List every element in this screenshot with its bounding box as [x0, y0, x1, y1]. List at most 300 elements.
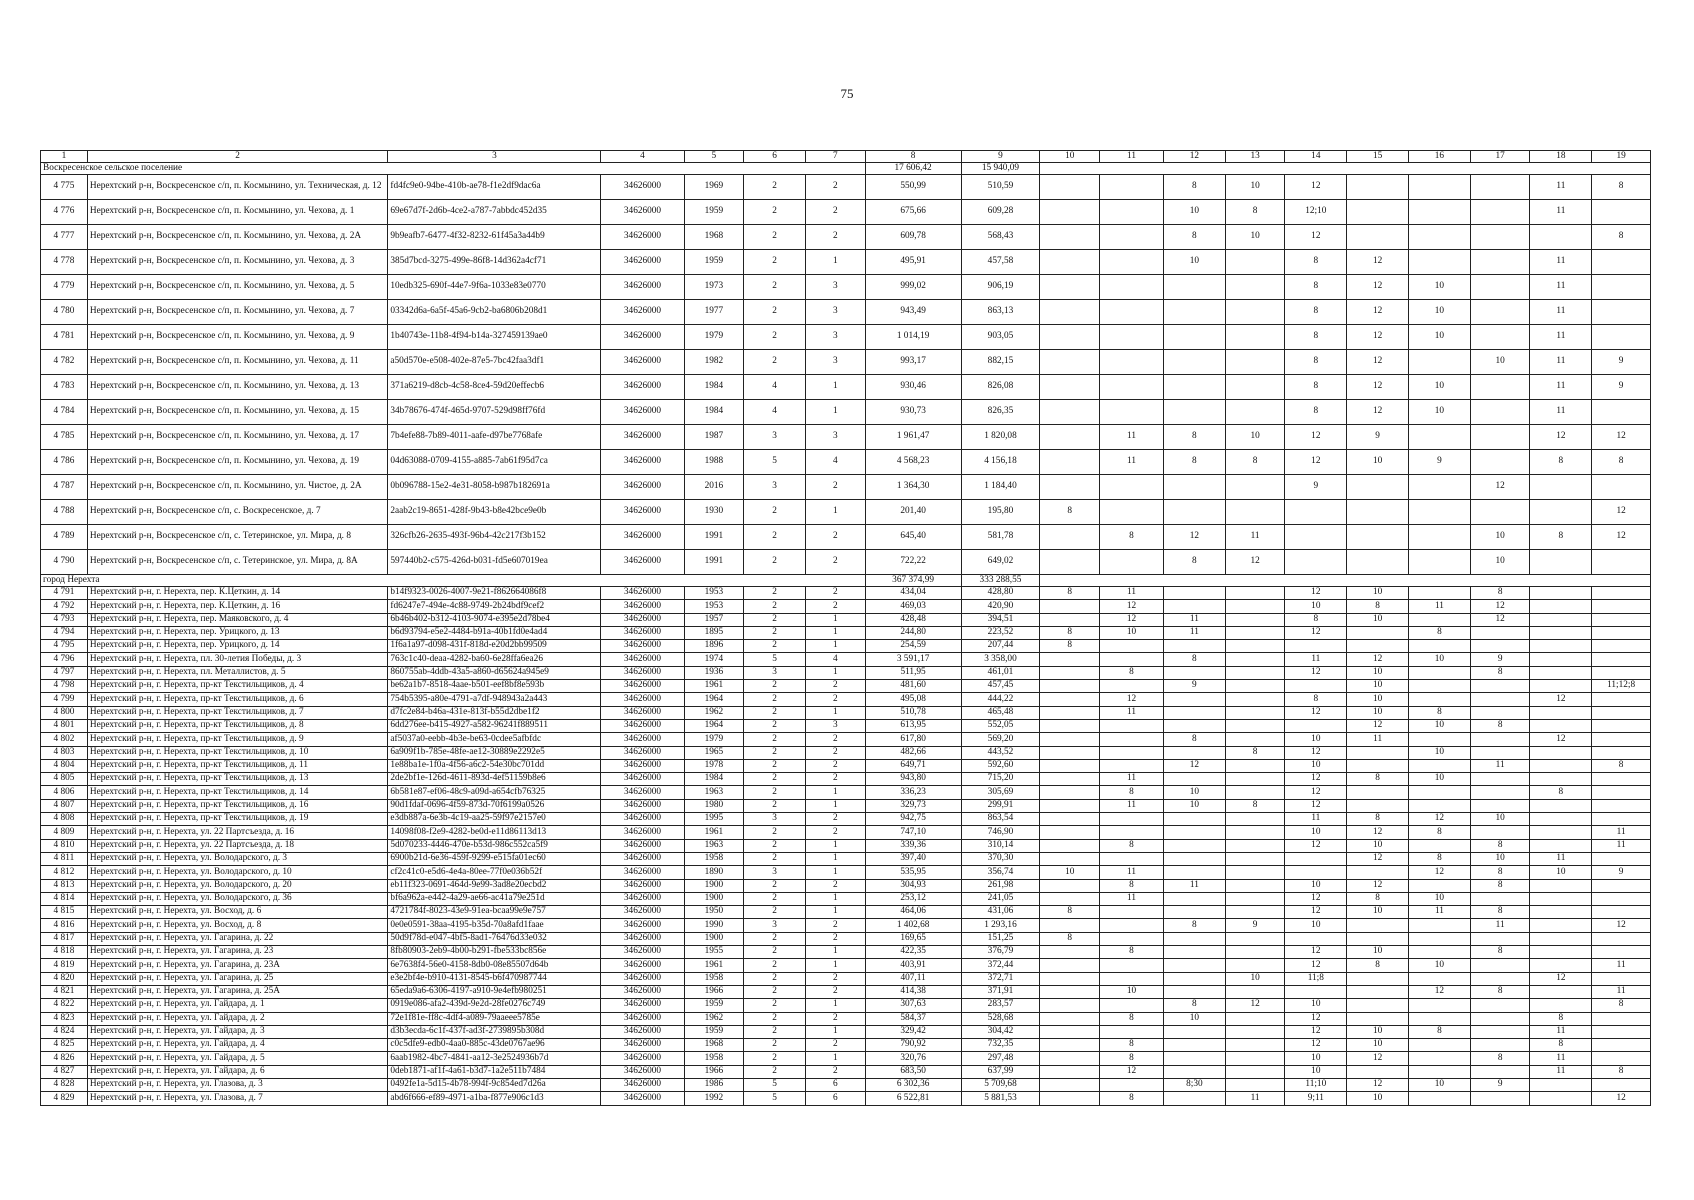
cell-col-2: Нерехтский р-н, г. Нерехта, ул. Гагарина, д. 23А — [87, 959, 387, 972]
cell-col-7: 2 — [806, 550, 866, 575]
cell-col-14 — [1285, 852, 1347, 865]
cell-col-13 — [1225, 706, 1285, 719]
cell-col-7: 2 — [806, 826, 866, 839]
cell-col-18 — [1530, 773, 1592, 786]
cell-col-19: 11 — [1592, 985, 1651, 998]
cell-col-18 — [1530, 746, 1592, 759]
cell-col-10 — [1040, 450, 1100, 475]
cell-col-16: 10 — [1409, 719, 1471, 732]
cell-col-9: 465,48 — [961, 706, 1040, 719]
cell-col-14: 8 — [1285, 400, 1347, 425]
cell-col-18 — [1530, 719, 1592, 732]
cell-col-14: 8 — [1285, 613, 1347, 626]
cell-col-15: 12 — [1347, 1078, 1409, 1091]
cell-col-2: Нерехтский р-н, г. Нерехта, пер. К.Цеткин, д. 16 — [87, 600, 387, 613]
table-row — [41, 375, 1651, 400]
cell-col-18 — [1530, 1092, 1592, 1105]
cell-col-6: 2 — [744, 879, 806, 892]
cell-col-4: 34626000 — [601, 733, 684, 746]
cell-col-7: 1 — [806, 839, 866, 852]
table-row — [41, 300, 1651, 325]
cell-col-7: 2 — [806, 932, 866, 945]
cell-col-1: 4 779 — [41, 275, 88, 300]
cell-col-10 — [1040, 719, 1100, 732]
cell-col-14: 10 — [1285, 826, 1347, 839]
cell-col-6: 2 — [744, 746, 806, 759]
cell-col-18 — [1530, 225, 1592, 250]
cell-col-6: 2 — [744, 719, 806, 732]
cell-col-2: Нерехтский р-н, г. Нерехта, пр-кт Текстильщиков, д. 6 — [87, 693, 387, 706]
cell-col-4: 34626000 — [601, 1078, 684, 1091]
cell-col-4: 34626000 — [601, 746, 684, 759]
cell-col-7: 3 — [806, 275, 866, 300]
cell-col-15: 10 — [1347, 693, 1409, 706]
cell-col-13 — [1225, 300, 1285, 325]
cell-col-15 — [1347, 919, 1409, 932]
cell-col-8: 4 568,23 — [865, 450, 961, 475]
table-row — [41, 879, 1651, 892]
cell-col-13 — [1225, 1012, 1285, 1025]
cell-col-14: 12 — [1285, 773, 1347, 786]
cell-col-2: Нерехтский р-н, г. Нерехта, ул. Гайдара, д. 1 — [87, 999, 387, 1012]
cell-col-2: Нерехтский р-н, г. Нерехта, ул. Гайдара, д. 6 — [87, 1065, 387, 1078]
cell-col-18 — [1530, 613, 1592, 626]
cell-col-14: 9;11 — [1285, 1092, 1347, 1105]
cell-col-4: 34626000 — [601, 400, 684, 425]
cell-col-16 — [1409, 1012, 1471, 1025]
cell-col-9: 863,13 — [961, 300, 1040, 325]
cell-col-9: 457,45 — [961, 680, 1040, 693]
cell-col-14: 11;8 — [1285, 972, 1347, 985]
cell-col-6: 2 — [744, 706, 806, 719]
cell-col-7: 4 — [806, 653, 866, 666]
cell-col-14: 10 — [1285, 879, 1347, 892]
cell-col-6: 2 — [744, 600, 806, 613]
cell-col-15: 10 — [1347, 839, 1409, 852]
cell-col-7: 1 — [806, 613, 866, 626]
cell-col-3: 2de2bf1e-126d-4611-893d-4ef51159b8e6 — [388, 773, 601, 786]
cell-col-13 — [1225, 1052, 1285, 1065]
cell-col-2: Нерехтский р-н, г. Нерехта, ул. Гагарина, д. 25 — [87, 972, 387, 985]
cell-col-10 — [1040, 1039, 1100, 1052]
cell-col-3: 6aab1982-4bc7-4841-aa12-3e2524936b7d — [388, 1052, 601, 1065]
cell-col-16: 9 — [1409, 450, 1471, 475]
cell-col-2: Нерехтский р-н, г. Нерехта, пр-кт Текстильщиков, д. 13 — [87, 773, 387, 786]
cell-col-4: 34626000 — [601, 985, 684, 998]
cell-col-11: 12 — [1100, 613, 1164, 626]
cell-col-11 — [1100, 350, 1164, 375]
cell-col-12 — [1163, 892, 1225, 905]
cell-col-8: 428,48 — [865, 613, 961, 626]
cell-col-15 — [1347, 972, 1409, 985]
column-header: 17 — [1470, 151, 1530, 163]
cell-col-11: 12 — [1100, 693, 1164, 706]
cell-col-10 — [1040, 773, 1100, 786]
cell-col-3: 754b5395-a80e-4791-a7df-948943a2a443 — [388, 693, 601, 706]
cell-col-5: 1974 — [684, 653, 744, 666]
cell-col-10 — [1040, 892, 1100, 905]
cell-col-12: 8 — [1163, 425, 1225, 450]
cell-col-10 — [1040, 999, 1100, 1012]
cell-col-14: 8 — [1285, 325, 1347, 350]
cell-col-19: 8 — [1592, 450, 1651, 475]
table-row — [41, 525, 1651, 550]
cell-col-5: 1953 — [684, 600, 744, 613]
cell-col-4: 34626000 — [601, 626, 684, 639]
cell-col-13 — [1225, 759, 1285, 772]
table-row — [41, 786, 1651, 799]
cell-col-13: 8 — [1225, 799, 1285, 812]
cell-col-9: 552,05 — [961, 719, 1040, 732]
cell-col-7: 1 — [806, 946, 866, 959]
cell-col-12 — [1163, 350, 1225, 375]
cell-col-7: 1 — [806, 666, 866, 679]
cell-col-1: 4 775 — [41, 175, 88, 200]
cell-col-15 — [1347, 225, 1409, 250]
cell-col-2: Нерехтский р-н, г. Нерехта, пр-кт Текстильщиков, д. 4 — [87, 680, 387, 693]
cell-col-13 — [1225, 906, 1285, 919]
cell-col-18: 11 — [1530, 375, 1592, 400]
cell-col-1: 4 815 — [41, 906, 88, 919]
cell-col-8: 510,78 — [865, 706, 961, 719]
cell-col-11 — [1100, 550, 1164, 575]
cell-col-15: 10 — [1347, 587, 1409, 600]
cell-col-1: 4 792 — [41, 600, 88, 613]
cell-col-15 — [1347, 786, 1409, 799]
table-body — [41, 151, 1651, 1106]
cell-col-1: 4 809 — [41, 826, 88, 839]
cell-col-16 — [1409, 972, 1471, 985]
cell-col-19: 12 — [1592, 425, 1651, 450]
cell-col-10: 8 — [1040, 906, 1100, 919]
cell-col-12: 11 — [1163, 626, 1225, 639]
cell-col-15: 12 — [1347, 826, 1409, 839]
cell-col-18: 12 — [1530, 733, 1592, 746]
cell-col-8: 403,91 — [865, 959, 961, 972]
cell-col-5: 1984 — [684, 375, 744, 400]
cell-col-10 — [1040, 475, 1100, 500]
cell-col-3: fd4fc9e0-94be-410b-ae78-f1e2df9dac6a — [388, 175, 601, 200]
cell-col-4: 34626000 — [601, 587, 684, 600]
cell-col-10 — [1040, 786, 1100, 799]
cell-col-12: 8;30 — [1163, 1078, 1225, 1091]
cell-col-11: 11 — [1100, 587, 1164, 600]
cell-col-19: 9 — [1592, 375, 1651, 400]
cell-col-11 — [1100, 813, 1164, 826]
section-row — [41, 163, 1651, 175]
cell-col-14: 12 — [1285, 425, 1347, 450]
cell-col-12: 8 — [1163, 919, 1225, 932]
cell-col-7: 2 — [806, 600, 866, 613]
cell-col-7: 2 — [806, 693, 866, 706]
cell-col-8: 942,75 — [865, 813, 961, 826]
cell-col-10 — [1040, 1052, 1100, 1065]
cell-col-2: Нерехтский р-н, г. Нерехта, ул. Гайдара, д. 4 — [87, 1039, 387, 1052]
cell-col-17: 9 — [1470, 653, 1530, 666]
cell-col-19 — [1592, 852, 1651, 865]
cell-col-6: 3 — [744, 813, 806, 826]
cell-col-17 — [1470, 733, 1530, 746]
cell-col-13 — [1225, 653, 1285, 666]
cell-col-17 — [1470, 300, 1530, 325]
cell-col-7: 2 — [806, 1012, 866, 1025]
cell-col-14 — [1285, 985, 1347, 998]
cell-col-7: 3 — [806, 300, 866, 325]
cell-col-6: 5 — [744, 1092, 806, 1105]
cell-col-6: 2 — [744, 626, 806, 639]
cell-col-13 — [1225, 666, 1285, 679]
cell-col-14: 12;10 — [1285, 200, 1347, 225]
cell-col-1: 4 785 — [41, 425, 88, 450]
cell-col-13: 10 — [1225, 425, 1285, 450]
cell-col-19 — [1592, 626, 1651, 639]
cell-col-11 — [1100, 200, 1164, 225]
cell-col-5: 1895 — [684, 626, 744, 639]
cell-col-9: 906,19 — [961, 275, 1040, 300]
cell-col-16 — [1409, 733, 1471, 746]
cell-col-1: 4 787 — [41, 475, 88, 500]
cell-col-10 — [1040, 613, 1100, 626]
cell-col-18: 8 — [1530, 525, 1592, 550]
cell-col-2: Нерехтский р-н, г. Нерехта, пл. Металлистов, д. 5 — [87, 666, 387, 679]
table-row — [41, 400, 1651, 425]
cell-col-13 — [1225, 640, 1285, 653]
cell-col-1: 4 790 — [41, 550, 88, 575]
cell-col-17 — [1470, 786, 1530, 799]
cell-col-6: 2 — [744, 759, 806, 772]
cell-col-17: 12 — [1470, 613, 1530, 626]
cell-col-4: 34626000 — [601, 225, 684, 250]
cell-col-11 — [1100, 375, 1164, 400]
cell-col-3: c0c5dfe9-edb0-4aa0-885c-43de0767ae96 — [388, 1039, 601, 1052]
cell-col-11 — [1100, 919, 1164, 932]
cell-col-6: 2 — [744, 1052, 806, 1065]
cell-col-13 — [1225, 1025, 1285, 1038]
cell-col-13 — [1225, 587, 1285, 600]
cell-col-4: 34626000 — [601, 600, 684, 613]
cell-col-4: 34626000 — [601, 773, 684, 786]
cell-col-12 — [1163, 746, 1225, 759]
table-row — [41, 600, 1651, 613]
cell-col-7: 6 — [806, 1092, 866, 1105]
cell-col-4: 34626000 — [601, 666, 684, 679]
cell-col-5: 2016 — [684, 475, 744, 500]
cell-col-14: 10 — [1285, 733, 1347, 746]
cell-col-13 — [1225, 839, 1285, 852]
table-row — [41, 1039, 1651, 1052]
cell-col-14: 12 — [1285, 225, 1347, 250]
cell-col-2: Нерехтский р-н, г. Нерехта, ул. Володарского, д. 20 — [87, 879, 387, 892]
cell-col-14: 10 — [1285, 919, 1347, 932]
cell-col-11: 8 — [1100, 879, 1164, 892]
cell-col-5: 1987 — [684, 425, 744, 450]
cell-col-19 — [1592, 733, 1651, 746]
cell-col-6: 2 — [744, 959, 806, 972]
cell-col-4: 34626000 — [601, 375, 684, 400]
cell-col-12 — [1163, 706, 1225, 719]
cell-col-5: 1955 — [684, 946, 744, 959]
cell-col-3: 0deb1871-af1f-4a61-b3d7-1a2e511b7484 — [388, 1065, 601, 1078]
cell-col-4: 34626000 — [601, 786, 684, 799]
cell-col-1: 4 789 — [41, 525, 88, 550]
cell-col-16 — [1409, 680, 1471, 693]
table-row — [41, 852, 1651, 865]
cell-col-6: 2 — [744, 175, 806, 200]
cell-col-17 — [1470, 706, 1530, 719]
cell-col-14: 11 — [1285, 653, 1347, 666]
cell-col-12 — [1163, 500, 1225, 525]
section-total-living-area: 333 288,55 — [961, 575, 1040, 587]
cell-col-12: 11 — [1163, 613, 1225, 626]
cell-col-9: 903,05 — [961, 325, 1040, 350]
cell-col-7: 3 — [806, 719, 866, 732]
cell-col-9: 457,58 — [961, 250, 1040, 275]
cell-col-5: 1984 — [684, 773, 744, 786]
table-row — [41, 746, 1651, 759]
cell-col-3: 10edb325-690f-44e7-9f6a-1033e83e0770 — [388, 275, 601, 300]
cell-col-2: Нерехтский р-н, г. Нерехта, ул. Гайдара, д. 5 — [87, 1052, 387, 1065]
cell-col-13 — [1225, 325, 1285, 350]
cell-col-9: 715,20 — [961, 773, 1040, 786]
cell-col-18 — [1530, 999, 1592, 1012]
cell-col-10 — [1040, 350, 1100, 375]
cell-col-11 — [1100, 1078, 1164, 1091]
cell-col-12 — [1163, 719, 1225, 732]
cell-col-7: 2 — [806, 733, 866, 746]
cell-col-5: 1930 — [684, 500, 744, 525]
cell-col-17 — [1470, 375, 1530, 400]
cell-col-8: 329,73 — [865, 799, 961, 812]
cell-col-7: 1 — [806, 500, 866, 525]
cell-col-17 — [1470, 680, 1530, 693]
cell-col-18 — [1530, 653, 1592, 666]
column-header: 7 — [806, 151, 866, 163]
cell-col-11 — [1100, 275, 1164, 300]
cell-col-2: Нерехтский р-н, г. Нерехта, ул. Володарского, д. 36 — [87, 892, 387, 905]
cell-col-18: 12 — [1530, 425, 1592, 450]
cell-col-10 — [1040, 653, 1100, 666]
cell-col-19 — [1592, 1052, 1651, 1065]
cell-col-5: 1953 — [684, 587, 744, 600]
cell-col-6: 2 — [744, 325, 806, 350]
cell-col-3: fd6247e7-494e-4c88-9749-2b24bdf9cef2 — [388, 600, 601, 613]
table-row — [41, 1078, 1651, 1091]
cell-col-5: 1966 — [684, 1065, 744, 1078]
cell-col-12: 8 — [1163, 999, 1225, 1012]
section-total-area: 17 606,42 — [865, 163, 961, 175]
cell-col-11: 12 — [1100, 600, 1164, 613]
cell-col-13 — [1225, 1039, 1285, 1052]
cell-col-4: 34626000 — [601, 999, 684, 1012]
cell-col-19 — [1592, 613, 1651, 626]
cell-col-9: 637,99 — [961, 1065, 1040, 1078]
cell-col-10 — [1040, 200, 1100, 225]
cell-col-4: 34626000 — [601, 653, 684, 666]
cell-col-8: 609,78 — [865, 225, 961, 250]
cell-col-10 — [1040, 813, 1100, 826]
cell-col-12 — [1163, 300, 1225, 325]
table-row — [41, 919, 1651, 932]
cell-col-5: 1992 — [684, 1092, 744, 1105]
cell-col-18 — [1530, 959, 1592, 972]
cell-col-1: 4 802 — [41, 733, 88, 746]
table-row — [41, 425, 1651, 450]
cell-col-9: 195,80 — [961, 500, 1040, 525]
table-row — [41, 959, 1651, 972]
cell-col-15: 10 — [1347, 906, 1409, 919]
section-total-area: 367 374,99 — [865, 575, 961, 587]
cell-col-14: 10 — [1285, 600, 1347, 613]
cell-col-9: 283,57 — [961, 999, 1040, 1012]
cell-col-17: 11 — [1470, 919, 1530, 932]
column-header: 6 — [744, 151, 806, 163]
cell-col-9: 1 820,08 — [961, 425, 1040, 450]
cell-col-1: 4 829 — [41, 1092, 88, 1105]
cell-col-9: 3 358,00 — [961, 653, 1040, 666]
cell-col-7: 3 — [806, 425, 866, 450]
cell-col-3: 03342d6a-6a5f-45a6-9cb2-ba6806b208d1 — [388, 300, 601, 325]
cell-col-3: 597440b2-c575-426d-b031-fd5e607019ea — [388, 550, 601, 575]
cell-col-17 — [1470, 826, 1530, 839]
cell-col-9: 5 881,53 — [961, 1092, 1040, 1105]
cell-col-3: b14f9323-0026-4007-9e21-f862664086f8 — [388, 587, 601, 600]
cell-col-16 — [1409, 640, 1471, 653]
cell-col-10 — [1040, 175, 1100, 200]
cell-col-15 — [1347, 759, 1409, 772]
cell-col-17 — [1470, 250, 1530, 275]
cell-col-14: 10 — [1285, 1052, 1347, 1065]
cell-col-2: Нерехтский р-н, г. Нерехта, пер. Урицкого, д. 13 — [87, 626, 387, 639]
cell-col-13 — [1225, 879, 1285, 892]
cell-col-3: 6b46b402-b312-4103-9074-e395e2d78be4 — [388, 613, 601, 626]
cell-col-9: 581,78 — [961, 525, 1040, 550]
cell-col-1: 4 783 — [41, 375, 88, 400]
cell-col-1: 4 796 — [41, 653, 88, 666]
cell-col-6: 2 — [744, 525, 806, 550]
cell-col-11 — [1100, 640, 1164, 653]
cell-col-11 — [1100, 500, 1164, 525]
cell-col-18: 12 — [1530, 693, 1592, 706]
cell-col-8: 747,10 — [865, 826, 961, 839]
cell-col-7: 1 — [806, 852, 866, 865]
cell-col-3: b6d93794-e5e2-4484-b91a-40b1fd0e4ad4 — [388, 626, 601, 639]
cell-col-16 — [1409, 425, 1471, 450]
cell-col-10 — [1040, 550, 1100, 575]
column-header: 5 — [684, 151, 744, 163]
page-number: 75 — [840, 86, 854, 101]
cell-col-16: 12 — [1409, 985, 1471, 998]
cell-col-18: 8 — [1530, 450, 1592, 475]
cell-col-8: 254,59 — [865, 640, 961, 653]
table-row — [41, 932, 1651, 945]
cell-col-13: 12 — [1225, 999, 1285, 1012]
cell-col-6: 2 — [744, 946, 806, 959]
section-empty — [1040, 575, 1651, 587]
cell-col-1: 4 797 — [41, 666, 88, 679]
cell-col-4: 34626000 — [601, 425, 684, 450]
cell-col-18: 11 — [1530, 275, 1592, 300]
cell-col-10 — [1040, 600, 1100, 613]
cell-col-19 — [1592, 1012, 1651, 1025]
cell-col-15: 11 — [1347, 733, 1409, 746]
cell-col-19 — [1592, 799, 1651, 812]
cell-col-13 — [1225, 826, 1285, 839]
cell-col-16: 11 — [1409, 906, 1471, 919]
cell-col-13: 11 — [1225, 525, 1285, 550]
cell-col-11: 10 — [1100, 626, 1164, 639]
cell-col-11: 8 — [1100, 1012, 1164, 1025]
cell-col-17: 8 — [1470, 587, 1530, 600]
